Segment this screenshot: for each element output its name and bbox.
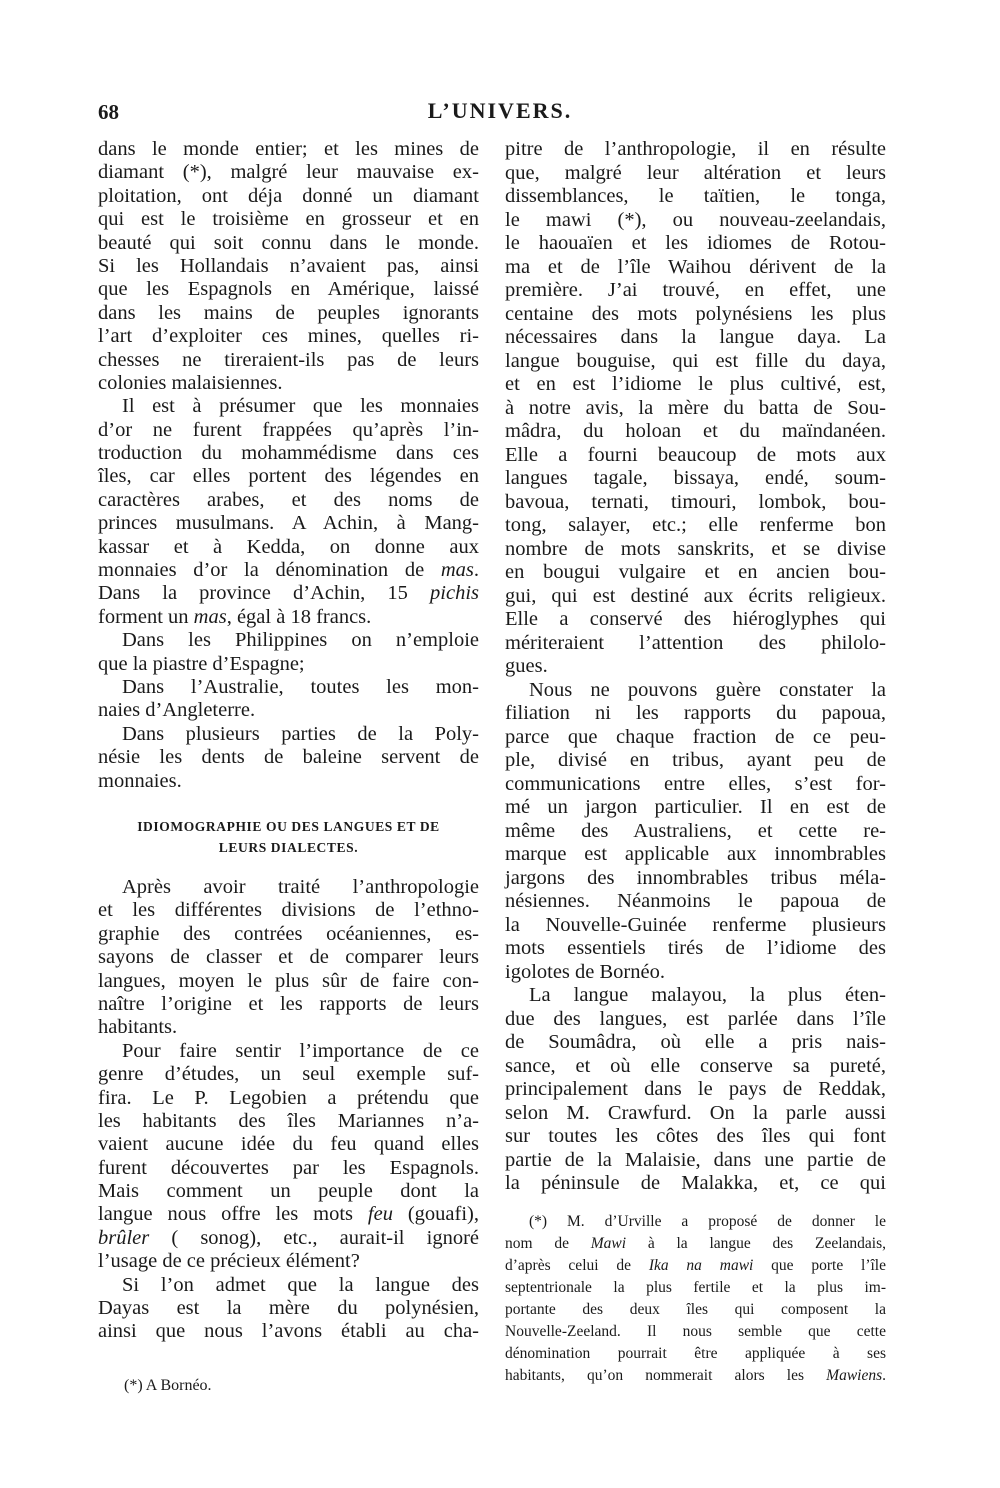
text-line: Si l’on admet que la langue des: [122, 1273, 479, 1296]
italic-text: Mawiens: [826, 1367, 883, 1384]
text-line: [98, 1227, 479, 1250]
text-line: la péninsule de Malakka, et, ce qui: [505, 1172, 886, 1194]
text-line: que, malgré leur altération et leurs: [505, 161, 886, 184]
section-heading-line: IDIOMOGRAPHIE OU DES LANGUES ET DE: [137, 819, 440, 834]
text-line: le mawi (*), ou nouveau-zeelandais,: [505, 208, 886, 231]
text-line: septentrionale la plus fertile et la plus im-: [505, 1279, 886, 1296]
text-line: Dans les Philippines on n’emploie: [122, 629, 479, 652]
text-line: mâdra, du holoan et du maïndanéen.: [505, 420, 886, 442]
text-line: gues.: [505, 655, 548, 677]
text-line: Il est à présumer que les monnaies: [122, 395, 479, 418]
text-line: dans le monde entier; et les mines de: [98, 138, 479, 160]
text-line: diamant (*), malgré leur mauvaise ex-: [98, 161, 479, 184]
text-line: beauté qui soit connu dans le monde.: [98, 231, 479, 254]
text-line: de Soumâdra, où elle a pris nais-: [505, 1031, 886, 1053]
text-line: langues tagale, bissaya, endé, soum-: [505, 467, 886, 489]
text-line: habitants.: [98, 1016, 178, 1039]
italic-text: mas: [193, 605, 227, 628]
text-line: qui est le troisième en grosseur et en: [98, 208, 479, 231]
text-line: [505, 1233, 886, 1255]
text-line: marque est applicable aux innombrables: [505, 843, 886, 865]
text-line: Nouvelle-Zeeland. Il nous semble que cette: [505, 1323, 886, 1340]
text-line: naies d’Angleterre.: [98, 699, 256, 722]
text-line: ploitation, ont déja donné un diamant: [98, 184, 479, 207]
text-line: [98, 582, 479, 605]
text-line: centaine des mots polynésiens les plus: [505, 302, 886, 325]
text-line: Mais comment un peuple dont la: [98, 1180, 479, 1203]
running-title: L’UNIVERS.: [427, 98, 573, 123]
text-line: l’usage de ce précieux élément?: [98, 1250, 360, 1273]
text-line: (*) M. d’Urville a proposé de donner le: [529, 1213, 886, 1230]
text-line: igolotes de Bornéo.: [505, 960, 665, 983]
text-line: dans les mains de peuples ignorants: [98, 301, 479, 324]
text-segment: langue nous offre les mots: [98, 1203, 368, 1226]
right-column-text: [505, 138, 886, 1196]
footnote-right: [505, 1211, 886, 1387]
text-line: filiation ni les rapports du papoua,: [505, 702, 886, 724]
text-line: La langue malayou, la plus éten-: [529, 984, 886, 1006]
text-line: dissemblances, le taïtien, le tonga,: [505, 185, 886, 207]
text-line: le haouaïen et les idiomes de Rotou-: [505, 232, 886, 254]
text-line: monnaies.: [98, 769, 182, 792]
text-line: Pour faire sentir l’importance de ce: [122, 1039, 479, 1062]
text-line: dénomination pourrait être appliquée à ses: [505, 1345, 886, 1362]
text-line: Elle a conservé des hiéroglyphes qui: [505, 608, 886, 630]
text-line: et les différentes divisions de l’ethno-: [98, 899, 479, 922]
text-line: même des Australiens, et cette re-: [505, 819, 886, 842]
text-line: sur toutes les côtes des îles qui font: [505, 1125, 886, 1147]
text-segment: d’après celui de: [505, 1257, 649, 1274]
italic-text: Ika na mawi: [648, 1257, 754, 1274]
text-line: Dans plusieurs parties de la Poly-: [122, 722, 479, 745]
text-segment: à la langue des Zeelandais,: [626, 1235, 886, 1252]
text-line: mé un jargon particulier. Il en est de: [505, 796, 886, 818]
text-segment: que porte l’île: [753, 1257, 886, 1274]
italic-text: mas: [440, 559, 474, 582]
text-line: première. J’ai trouvé, en effet, une: [505, 279, 886, 301]
text-line: partie de la Malaisie, dans une partie de: [505, 1148, 886, 1171]
text-line: ple, divisé en tribus, ayant peu de: [505, 749, 886, 771]
text-line: langue bouguise, qui est fille du daya,: [505, 349, 886, 372]
left-column-text-1: [98, 138, 479, 793]
text-line: [98, 559, 479, 582]
text-line: Si les Hollandais n’avaient pas, ainsi: [98, 254, 479, 277]
text-line: vaient aucune idée du feu quand elles: [98, 1133, 479, 1156]
text-line: et en est l’idiome le plus cultivé, est,: [505, 373, 886, 395]
text-line: sayons de classer et de comparer leurs: [98, 946, 479, 969]
text-line: communications entre elles, s’est for-: [505, 772, 886, 795]
text-line: la Nouvelle-Guinée renferme plusieurs: [505, 913, 886, 936]
italic-text: pichis: [430, 582, 479, 605]
text-segment: , égal à 18 francs.: [226, 605, 372, 628]
text-segment: Dans la province d’Achin, 15: [98, 582, 431, 605]
text-line: graphie des contrées océaniennes, es-: [98, 922, 479, 945]
text-line: sance, et où elle conserve sa pureté,: [505, 1054, 886, 1077]
text-line: [505, 1365, 886, 1387]
text-line: portante des deux îles qui composent la: [505, 1301, 886, 1318]
text-line: mots essentiels tirés de l’idiome des: [505, 937, 886, 959]
text-line: caractères arabes, et des noms de: [98, 488, 479, 511]
left-column-text-2: [98, 876, 479, 1344]
italic-text: Mawi: [590, 1235, 627, 1252]
text-line: furent découvertes par les Espagnols.: [98, 1156, 479, 1179]
text-line: due des langues, est parlée dans l’île: [505, 1007, 886, 1030]
text-line: les habitants des îles Mariannes n’a-: [98, 1109, 479, 1132]
page-number: 68: [98, 100, 119, 124]
footnote-left: (*) A Bornéo.: [124, 1377, 212, 1394]
text-line: colonies malaisiennes.: [98, 371, 283, 394]
text-line: que les Espagnols en Amérique, laissé: [98, 278, 479, 301]
text-line: Dayas est la mère du polynésien,: [98, 1297, 479, 1320]
text-line: Nous ne pouvons guère constater la: [529, 678, 886, 701]
text-line: chesses ne tireraient-ils pas de leurs: [98, 348, 479, 371]
text-line: mériteraient l’attention des philolo-: [505, 631, 886, 654]
text-line: selon M. Crawfurd. On la parle aussi: [505, 1101, 886, 1124]
text-line: principalement dans le pays de Reddak,: [505, 1078, 886, 1100]
text-line: [98, 1203, 479, 1226]
text-line: troduction du mohammédisme dans ces: [98, 442, 479, 465]
text-line: îles, car elles portent des légendes en: [98, 465, 479, 488]
text-line: Elle a fourni beaucoup de mots aux: [505, 443, 886, 466]
text-line: tong, salayer, etc.; elle renferme bon: [505, 514, 886, 536]
text-line: ainsi que nous l’avons établi au cha-: [98, 1320, 479, 1343]
text-line: nésie les dents de baleine servent de: [98, 746, 479, 769]
text-line: nécessaires dans la langue daya. La: [505, 326, 886, 348]
text-segment: nom de: [505, 1235, 591, 1252]
text-line: l’art d’exploiter ces mines, quelles ri-: [98, 325, 479, 348]
text-segment: forment un: [98, 605, 194, 628]
text-line: gui, qui est destiné aux écrits religieux.: [505, 584, 886, 607]
italic-text: feu: [367, 1203, 393, 1226]
text-line: jargons des innombrables tribus méla-: [505, 866, 886, 889]
text-line: naître l’origine et les rapports de leurs: [98, 992, 479, 1015]
text-line: que la piastre d’Espagne;: [98, 652, 305, 675]
text-segment: monnaies d’or la dénomination de: [98, 559, 441, 582]
section-heading-line: LEURS DIALECTES.: [218, 840, 359, 855]
text-line: langues, moyen le plus sûr de faire con-: [98, 969, 479, 992]
text-line: princes musulmans. A Achin, à Mang-: [98, 512, 479, 535]
text-segment: .: [882, 1367, 886, 1384]
text-line: nésiennes. Néanmoins le papoua de: [505, 890, 886, 912]
text-line: genre d’études, un seul exemple suf-: [98, 1063, 479, 1086]
text-line: [98, 606, 479, 629]
italic-text: brûler: [98, 1226, 150, 1249]
text-line: pitre de l’anthropologie, il en résulte: [505, 138, 886, 160]
text-segment: (gouafi),: [392, 1203, 479, 1226]
text-segment: .: [473, 559, 479, 582]
text-segment: ( sonog), etc., aurait-il ignoré: [149, 1226, 479, 1249]
text-line: [505, 1255, 886, 1277]
text-line: ma et de l’île Waihou dérivent de la: [505, 255, 886, 278]
text-line: fira. Le P. Legobien a prétendu que: [98, 1086, 479, 1109]
text-segment: habitants, qu’on nommerait alors les: [505, 1367, 827, 1384]
text-line: en bougui vulgaire et en ancien bou-: [505, 561, 886, 583]
text-line: kassar et à Kedda, on donne aux: [98, 535, 479, 558]
text-line: Dans l’Australie, toutes les mon-: [122, 675, 479, 698]
text-line: nombre de mots sanskrits, et se divise: [505, 537, 886, 560]
text-line: d’or ne furent frappées qu’après l’in-: [98, 418, 479, 441]
text-line: à notre avis, la mère du batta de Sou-: [505, 396, 886, 419]
text-line: bavoua, ternati, timouri, lombok, bou-: [505, 490, 886, 513]
text-line: parce que chaque fraction de ce peu-: [505, 725, 886, 748]
section-heading: [98, 816, 479, 858]
text-line: Après avoir traité l’anthropologie: [122, 876, 479, 898]
